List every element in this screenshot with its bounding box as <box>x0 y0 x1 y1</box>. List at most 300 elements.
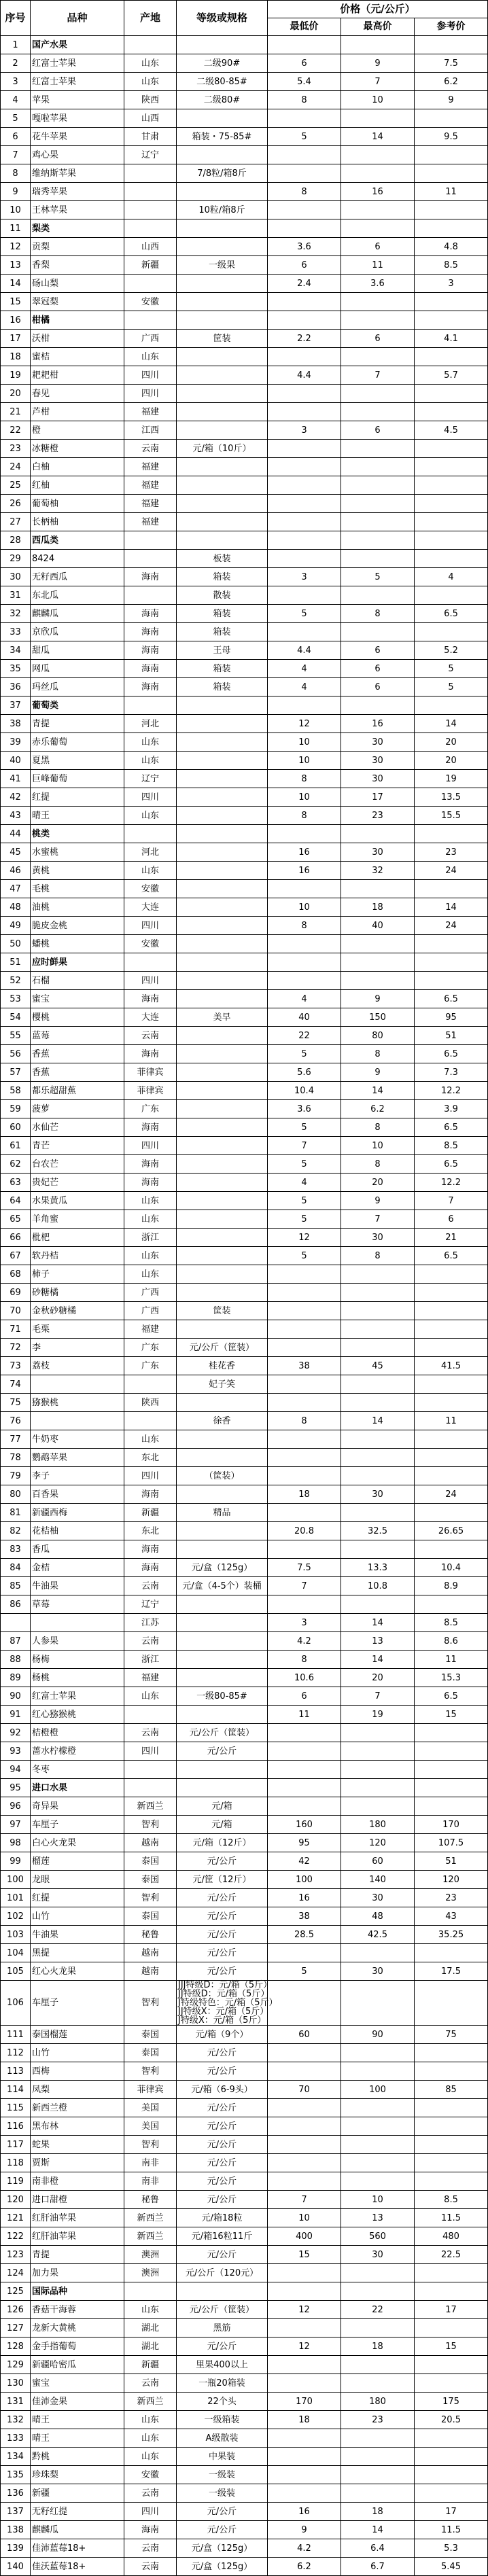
cell-grade: 元/公斤（120元） <box>177 2264 268 2282</box>
cell-origin: 浙江 <box>124 1229 177 1247</box>
cell-grade <box>177 715 268 733</box>
cell-seq: 42 <box>1 788 31 807</box>
cell-name: 山竹 <box>31 2044 124 2062</box>
cell-ref <box>415 1724 488 1742</box>
cell-high <box>341 972 415 990</box>
cell-high: 6.4 <box>341 2539 415 2558</box>
cell-high <box>341 293 415 311</box>
cell-grade <box>177 275 268 293</box>
cell-ref: 170 <box>415 1816 488 1834</box>
cell-ref <box>415 1797 488 1816</box>
cell-seq: 31 <box>1 586 31 605</box>
cell-low <box>268 1724 341 1742</box>
cell-name: 山竹 <box>31 1907 124 1926</box>
cell-ref: 8.5 <box>415 1614 488 1632</box>
cell-seq: 135 <box>1 2466 31 2484</box>
cell-low <box>268 2319 341 2337</box>
cell-high: 13 <box>341 1632 415 1651</box>
cell-grade: 箱装・75-85# <box>177 128 268 146</box>
cell-grade: 元/箱（9个） <box>177 2026 268 2044</box>
cell-grade <box>177 953 268 972</box>
cell-seq: 88 <box>1 1651 31 1669</box>
cell-low <box>268 476 341 495</box>
cell-grade <box>177 1761 268 1779</box>
cell-low: 5 <box>268 1192 341 1210</box>
cell-ref <box>415 513 488 531</box>
cell-origin: 安徽 <box>124 880 177 898</box>
cell-high <box>341 2172 415 2191</box>
cell-ref <box>415 696 488 715</box>
cell-grade: 二级90# <box>177 54 268 73</box>
cell-name: 香蕉 <box>31 1063 124 1082</box>
table-row <box>1 641 488 660</box>
cell-low: 6 <box>268 54 341 73</box>
cell-ref: 51 <box>415 1027 488 1045</box>
cell-low: 4.2 <box>268 2539 341 2558</box>
cell-high <box>341 476 415 495</box>
cell-high: 6 <box>341 238 415 256</box>
table-row <box>1 1669 488 1687</box>
cell-low: 8 <box>268 1651 341 1669</box>
cell-ref <box>415 385 488 403</box>
cell-origin: 菲律宾 <box>124 1063 177 1082</box>
cell-low <box>268 201 341 219</box>
cell-low: 10 <box>268 733 341 752</box>
table-row <box>1 550 488 568</box>
cell-low <box>268 311 341 330</box>
table-row <box>1 2246 488 2264</box>
cell-seq: 51 <box>1 953 31 972</box>
cell-low <box>268 2117 341 2136</box>
cell-ref <box>415 348 488 366</box>
cell-name: 龙新大黄桃 <box>31 2319 124 2337</box>
cell-seq: 138 <box>1 2521 31 2539</box>
cell-name: 花桔柚 <box>31 1522 124 1540</box>
cell-grade: 一级80-85# <box>177 1687 268 1706</box>
cell-high <box>341 1540 415 1559</box>
cell-seq: 106 <box>1 1981 31 2026</box>
header-low: 最低价 <box>268 18 341 36</box>
cell-origin: 新疆 <box>124 1504 177 1522</box>
table-row <box>1 2062 488 2081</box>
cell-high: 17 <box>341 788 415 807</box>
cell-ref: 6.5 <box>415 605 488 623</box>
cell-low: 12 <box>268 2301 341 2319</box>
cell-name: 葡萄类 <box>31 696 124 715</box>
cell-origin <box>124 1706 177 1724</box>
cell-grade <box>177 770 268 788</box>
cell-grade: 王母 <box>177 641 268 660</box>
cell-name: 苹果 <box>31 91 124 109</box>
cell-high <box>341 2466 415 2484</box>
cell-ref <box>415 1284 488 1302</box>
cell-grade: 元/盒（4-5个）装桶 <box>177 1577 268 1595</box>
cell-seq: 77 <box>1 1430 31 1449</box>
cell-seq: 8 <box>1 164 31 183</box>
cell-name <box>31 1614 124 1632</box>
cell-seq: 86 <box>1 1595 31 1614</box>
cell-grade <box>177 1449 268 1467</box>
cell-high: 7 <box>341 1210 415 1229</box>
cell-high <box>341 1944 415 1962</box>
cell-ref: 4.5 <box>415 421 488 440</box>
cell-origin: 浙江 <box>124 1651 177 1669</box>
cell-grade: 元/箱18粒 <box>177 2209 268 2227</box>
cell-grade <box>177 1229 268 1247</box>
cell-high <box>341 1302 415 1320</box>
cell-high: 9 <box>341 1063 415 1082</box>
cell-low: 10 <box>268 898 341 917</box>
cell-high <box>341 623 415 641</box>
cell-low <box>268 1595 341 1614</box>
table-row <box>1 238 488 256</box>
table-row <box>1 807 488 825</box>
cell-ref: 8.5 <box>415 256 488 275</box>
cell-grade: 一级装 <box>177 2484 268 2503</box>
table-row <box>1 1412 488 1430</box>
table-row <box>1 1962 488 1981</box>
cell-name: 8424 <box>31 550 124 568</box>
cell-low: 10 <box>268 2209 341 2227</box>
cell-origin: 云南 <box>124 2539 177 2558</box>
cell-ref <box>415 1467 488 1485</box>
table-row <box>1 1577 488 1595</box>
cell-ref <box>415 2282 488 2301</box>
header-price-group: 价格（元/公斤） <box>268 1 488 18</box>
cell-seq: 114 <box>1 2081 31 2099</box>
table-row <box>1 1944 488 1962</box>
cell-low: 4 <box>268 1174 341 1192</box>
cell-ref <box>415 403 488 421</box>
cell-low <box>268 1540 341 1559</box>
cell-low <box>268 972 341 990</box>
cell-high: 6 <box>341 421 415 440</box>
cell-name: 珍珠梨 <box>31 2466 124 2484</box>
table-row <box>1 2099 488 2117</box>
cell-origin: 泰国 <box>124 2026 177 2044</box>
cell-grade: 22个头 <box>177 2393 268 2411</box>
table-row <box>1 678 488 696</box>
cell-low <box>268 1284 341 1302</box>
table-row <box>1 513 488 531</box>
cell-origin <box>124 1761 177 1779</box>
cell-low: 5 <box>268 605 341 623</box>
cell-seq: 22 <box>1 421 31 440</box>
table-row <box>1 2448 488 2466</box>
cell-name: 香蕉 <box>31 1045 124 1063</box>
cell-ref <box>415 935 488 953</box>
cell-ref: 5 <box>415 678 488 696</box>
cell-seq: 18 <box>1 348 31 366</box>
cell-origin: 云南 <box>124 2374 177 2393</box>
table-row <box>1 183 488 201</box>
cell-high <box>341 513 415 531</box>
cell-seq: 73 <box>1 1357 31 1375</box>
cell-origin: 山东 <box>124 752 177 770</box>
cell-high: 18 <box>341 2503 415 2521</box>
cell-name: 冰糖橙 <box>31 440 124 458</box>
cell-name: 西瓜类 <box>31 531 124 550</box>
cell-name: 南非橙 <box>31 2172 124 2191</box>
cell-origin: 福建 <box>124 458 177 476</box>
cell-low: 8 <box>268 770 341 788</box>
cell-ref <box>415 109 488 128</box>
cell-ref: 4 <box>415 568 488 586</box>
cell-ref <box>415 1394 488 1412</box>
table-row <box>1 1779 488 1797</box>
cell-low <box>268 2429 341 2448</box>
table-row <box>1 2264 488 2282</box>
cell-origin: 南非 <box>124 2172 177 2191</box>
table-row <box>1 2172 488 2191</box>
cell-grade <box>177 990 268 1008</box>
cell-origin: 东北 <box>124 1449 177 1467</box>
cell-seq: 116 <box>1 2117 31 2136</box>
cell-origin: 河北 <box>124 715 177 733</box>
cell-seq: 93 <box>1 1742 31 1761</box>
cell-seq: 56 <box>1 1045 31 1063</box>
cell-low <box>268 458 341 476</box>
cell-high: 6 <box>341 641 415 660</box>
cell-origin: 福建 <box>124 513 177 531</box>
cell-name: 桃类 <box>31 825 124 843</box>
cell-low: 3.6 <box>268 1100 341 1118</box>
cell-ref: 3 <box>415 275 488 293</box>
cell-origin <box>124 311 177 330</box>
cell-low: 4.4 <box>268 641 341 660</box>
cell-ref: 85 <box>415 2081 488 2099</box>
cell-seq: 54 <box>1 1008 31 1027</box>
cell-high <box>341 1742 415 1761</box>
cell-origin: 湖北 <box>124 2319 177 2337</box>
cell-high: 32 <box>341 862 415 880</box>
table-row <box>1 2191 488 2209</box>
cell-low: 5 <box>268 1962 341 1981</box>
cell-low <box>268 1944 341 1962</box>
cell-ref: 8.5 <box>415 1137 488 1155</box>
cell-ref <box>415 440 488 458</box>
cell-low: 12 <box>268 2337 341 2356</box>
cell-name: 新西兰橙 <box>31 2099 124 2117</box>
table-row <box>1 109 488 128</box>
cell-ref <box>415 2264 488 2282</box>
cell-high: 9 <box>341 1192 415 1210</box>
cell-ref: 13.5 <box>415 788 488 807</box>
cell-seq: 55 <box>1 1027 31 1045</box>
cell-name: 应时鲜果 <box>31 953 124 972</box>
cell-high <box>341 1467 415 1485</box>
cell-name: 赤乐葡萄 <box>31 733 124 752</box>
table-row <box>1 366 488 385</box>
cell-origin <box>124 219 177 238</box>
cell-high: 30 <box>341 1889 415 1907</box>
cell-high: 9 <box>341 54 415 73</box>
table-row <box>1 1540 488 1559</box>
cell-high <box>341 403 415 421</box>
cell-ref: 20 <box>415 752 488 770</box>
cell-grade <box>177 862 268 880</box>
cell-seq: 3 <box>1 73 31 91</box>
cell-low <box>268 36 341 54</box>
cell-low: 12 <box>268 715 341 733</box>
table-row <box>1 2374 488 2393</box>
cell-name: 长柄柚 <box>31 513 124 531</box>
cell-ref: 24 <box>415 862 488 880</box>
cell-ref <box>415 2448 488 2466</box>
cell-low <box>268 586 341 605</box>
cell-name: 新疆西梅 <box>31 1504 124 1522</box>
cell-name: 无籽西瓜 <box>31 568 124 586</box>
cell-grade: 元/箱 <box>177 1816 268 1834</box>
cell-low <box>268 146 341 164</box>
cell-high: 8 <box>341 1045 415 1063</box>
cell-seq: 117 <box>1 2136 31 2154</box>
cell-seq: 123 <box>1 2246 31 2264</box>
cell-low: 12 <box>268 1229 341 1247</box>
table-row <box>1 1522 488 1540</box>
cell-grade: 精品 <box>177 1504 268 1522</box>
cell-high <box>341 348 415 366</box>
cell-low <box>268 440 341 458</box>
cell-name: 羊角蜜 <box>31 1210 124 1229</box>
cell-origin <box>124 1412 177 1430</box>
cell-high: 30 <box>341 752 415 770</box>
cell-high: 140 <box>341 1871 415 1889</box>
cell-origin: 新西兰 <box>124 2209 177 2227</box>
cell-grade <box>177 1614 268 1632</box>
cell-low <box>268 1339 341 1357</box>
cell-high: 9 <box>341 990 415 1008</box>
cell-ref <box>415 623 488 641</box>
cell-ref <box>415 2154 488 2172</box>
cell-high <box>341 2154 415 2172</box>
table-row <box>1 862 488 880</box>
cell-high: 180 <box>341 2393 415 2411</box>
cell-origin: 海南 <box>124 990 177 1008</box>
cell-high <box>341 311 415 330</box>
cell-high: 7 <box>341 73 415 91</box>
cell-low: 16 <box>268 843 341 862</box>
cell-high <box>341 1724 415 1742</box>
cell-grade <box>177 935 268 953</box>
cell-low: 4.2 <box>268 1632 341 1651</box>
cell-name: 贡梨 <box>31 238 124 256</box>
cell-low: 7 <box>268 1137 341 1155</box>
cell-name: 佳沛蓝莓18+ <box>31 2539 124 2558</box>
cell-origin: 甘肃 <box>124 128 177 146</box>
cell-seq: 67 <box>1 1247 31 1265</box>
cell-seq: 60 <box>1 1118 31 1137</box>
cell-name: 水果黄瓜 <box>31 1192 124 1210</box>
table-row <box>1 1320 488 1339</box>
cell-ref: 6.5 <box>415 990 488 1008</box>
cell-grade <box>177 238 268 256</box>
cell-low: 16 <box>268 2503 341 2521</box>
table-row <box>1 1137 488 1155</box>
cell-seq: 57 <box>1 1063 31 1082</box>
cell-grade <box>177 513 268 531</box>
cell-name: 夏黑 <box>31 752 124 770</box>
table-row <box>1 623 488 641</box>
table-row <box>1 1834 488 1852</box>
cell-low <box>268 1779 341 1797</box>
cell-name: 李子 <box>31 1467 124 1485</box>
cell-seq: 97 <box>1 1816 31 1834</box>
table-row <box>1 2356 488 2374</box>
cell-low <box>268 623 341 641</box>
cell-seq: 37 <box>1 696 31 715</box>
cell-high <box>341 1779 415 1797</box>
table-row <box>1 164 488 183</box>
cell-seq: 26 <box>1 495 31 513</box>
cell-name: 黔桃 <box>31 2448 124 2466</box>
cell-name: 柿子 <box>31 1265 124 1284</box>
table-row <box>1 1687 488 1706</box>
cell-seq: 66 <box>1 1229 31 1247</box>
cell-grade <box>177 1980 278 2026</box>
cell-origin: 南非 <box>124 2154 177 2172</box>
cell-high <box>341 2356 415 2374</box>
cell-origin: 秘鲁 <box>124 1926 177 1944</box>
cell-high: 6 <box>341 678 415 696</box>
cell-grade: 元/公斤（筐装） <box>177 2301 268 2319</box>
cell-name: 贵妃芒 <box>31 1174 124 1192</box>
cell-high <box>341 109 415 128</box>
cell-low: 400 <box>268 2227 341 2246</box>
table-row <box>1 752 488 770</box>
table-row <box>1 1063 488 1082</box>
cell-ref: 120 <box>415 1871 488 1889</box>
cell-grade: 元/公斤 <box>177 2172 268 2191</box>
cell-low: 6.2 <box>268 2558 341 2576</box>
cell-low: 38 <box>268 1357 341 1375</box>
cell-name: 人参果 <box>31 1632 124 1651</box>
cell-grade <box>177 807 268 825</box>
cell-grade: 元/公斤 <box>177 2246 268 2264</box>
cell-high <box>341 1284 415 1302</box>
cell-name: 软丹桔 <box>31 1247 124 1265</box>
cell-seq: 82 <box>1 1522 31 1540</box>
cell-ref <box>415 146 488 164</box>
cell-name: 红心火龙果 <box>31 1962 124 1981</box>
cell-grade <box>177 183 268 201</box>
cell-grade <box>177 366 268 385</box>
cell-ref <box>415 550 488 568</box>
cell-origin: 大连 <box>124 898 177 917</box>
cell-low <box>268 2099 341 2117</box>
cell-high <box>341 2117 415 2136</box>
cell-high <box>341 201 415 219</box>
cell-grade <box>177 1082 268 1100</box>
cell-grade: 桂花香 <box>177 1357 268 1375</box>
table-row <box>1 495 488 513</box>
cell-ref: 6.2 <box>415 73 488 91</box>
cell-grade: 里果400以上 <box>177 2356 268 2374</box>
cell-low <box>268 531 341 550</box>
cell-seq: 44 <box>1 825 31 843</box>
table-row <box>1 605 488 623</box>
table-row <box>1 330 488 348</box>
cell-seq: 137 <box>1 2503 31 2521</box>
cell-origin: 广东 <box>124 1100 177 1118</box>
cell-seq: 61 <box>1 1137 31 1155</box>
cell-name <box>31 1375 124 1394</box>
cell-name: 红肝油苹果 <box>31 2227 124 2246</box>
cell-name: 冬枣 <box>31 1761 124 1779</box>
cell-low <box>268 2136 341 2154</box>
cell-origin: 海南 <box>124 623 177 641</box>
table-row <box>1 1357 488 1375</box>
